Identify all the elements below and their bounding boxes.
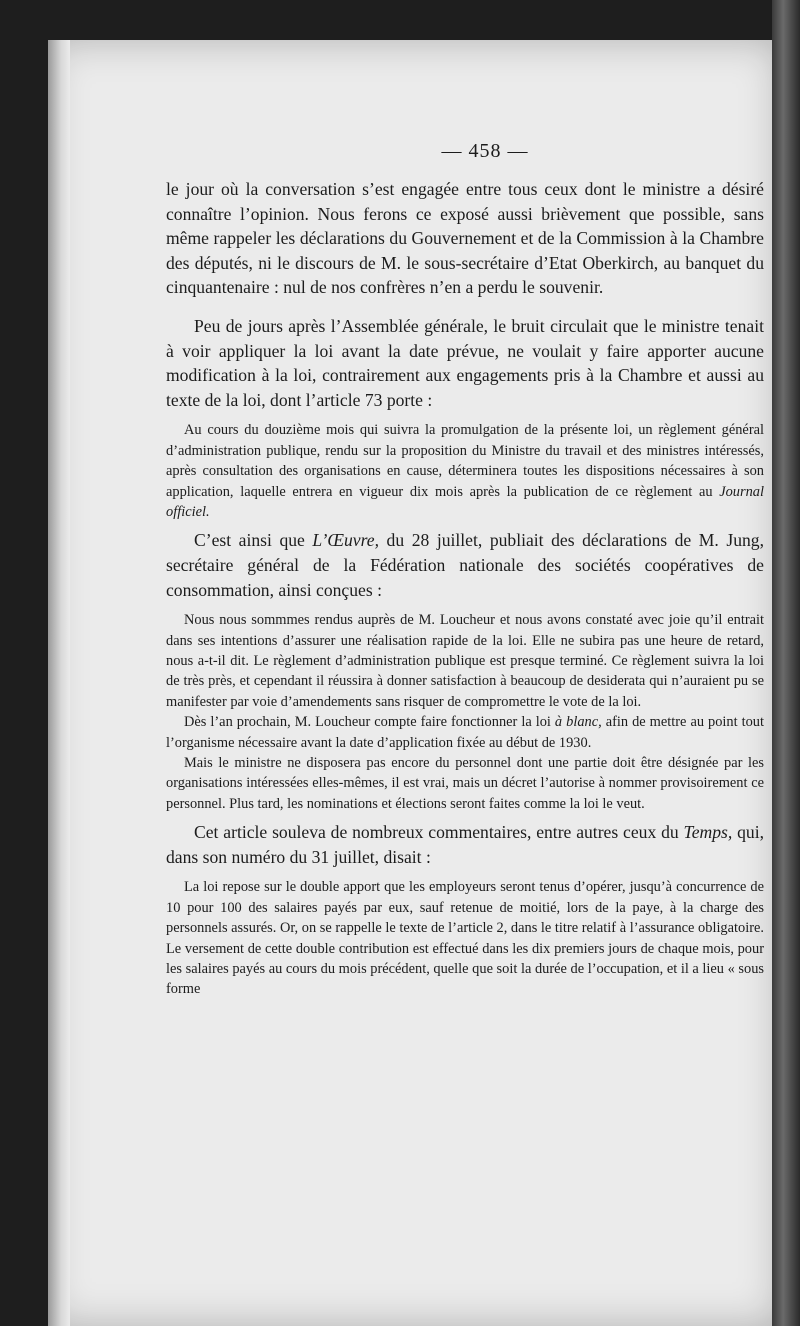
paragraph-intro: le jour où la conversation s’est engagée entre tous ceux dont le ministre a désiré connaître l’opinion. Nous ferons ce exposé aussi brièvement que possible, sans même rappeler les déclarations du Gouvernement et de la Commission à la Chambre des députés, ni le discours de M. le sous-secrétaire d’Etat Oberkirch, au banquet du cinquantenaire : nul de nos confrères n’en a perdu le souvenir.: [166, 179, 764, 298]
paragraph-oeuvre-italic: L’Œuvre,: [312, 530, 380, 551]
quote-article-73-italic: Journal officiel.: [166, 483, 764, 520]
quote-jung-paragraph-1: Nous nous sommmes rendus auprès de M. Loucheur et nous avons constaté avec joie qu’il entrait dans ses intentions d’assurer une réalisation rapide de la loi. Elle ne subira pas une heure de retard, nous a-t-il dit. Le règlement d’administration publique est presque terminé. Ce règlement suivra la loi de très près, et cependant il réussira à donner satisfaction à beaucoup de desiderata qui n’auraient pu se manifester par voie d’amendements sans risquer de compromettre le vote de la loi.: [166, 612, 764, 710]
paragraph-temps-italic: Temps,: [683, 822, 733, 843]
paragraph-oeuvre-b: du 28 juillet, publiait des déclarations de M. Jung, secrétaire général de la Fédération nationale des sociétés coopératives de consommation, ainsi conçues :: [166, 530, 765, 600]
paragraph-oeuvre-a: C’est ainsi que: [194, 530, 313, 551]
quote-temps-text: La loi repose sur le double apport que les employeurs seront tenus d’opérer, jusqu’à concurrence de 10 pour 100 des salaires payés par eux, sauf retenue de moitié, lors de la paye, à la charge des personnels assurés. Or, on se rappelle le texte de l’article 2, dans le titre relatif à l’assurance obligatoire. Le versement de cette double contribution est effectué dans les dix premiers jours de chaque mois, pour les salaires payés au cours du mois précédent, quelle que soit la durée de l’occupation, et il a lieu « sous forme: [166, 879, 764, 998]
paragraph-temps: [166, 820, 764, 869]
paragraph-assemblee: Peu de jours après l’Assemblée générale, le bruit circulait que le ministre tenait à voir appliquer la loi avant la date prévue, ne voulait y faire apporter aucune modification à la loi, contrairement aux engagements pris à la Chambre et aussi au texte de la loi, dont l’article 73 porte :: [166, 315, 764, 410]
quote-jung-paragraph-2-italic: à blanc,: [554, 714, 602, 731]
page-content: [166, 140, 764, 1006]
quote-article-73: [166, 420, 764, 522]
quote-temps: [166, 877, 764, 999]
quote-jung-paragraph-2: [166, 712, 764, 753]
quote-article-73-main: Au cours du douzième mois qui suivra la promulgation de la présente loi, un règlement général d’administration publique, rendu sur la proposition du Ministre du travail et des ministres intéressés, après consultation des organisations en cause, déterminera toutes les dispositions nécessaires à son application, laquelle entrera en vigueur dix mois après la publication de ce règlement au: [166, 422, 764, 500]
quote-jung-paragraph-2-a: Dès l’an prochain, M. Loucheur compte faire fonctionner la loi: [184, 714, 555, 731]
paragraph-oeuvre: [166, 528, 764, 602]
quote-jung-paragraph-2-b: afin de mettre au point tout l’organisme nécessaire avant la date d’application fixée au début de 1930.: [166, 714, 765, 751]
paragraph-temps-b: qui, dans son numéro du 31 juillet, disait :: [166, 822, 765, 867]
page-number: — 458 —: [441, 140, 529, 162]
page-edge: [772, 0, 800, 1326]
page-gutter-shadow: [48, 40, 70, 1326]
quote-jung-paragraph-3: Mais le ministre ne disposera pas encore du personnel dont une partie doit être désignée par les organisations intéressées elles-mêmes, il est vrai, mais un décret l’autorise à nommer provisoirement ce personnel. Plus tard, les nominations et élections seront faites comme la loi le veut.: [166, 755, 764, 812]
quote-article-73-text: [166, 420, 764, 522]
quote-jung: [166, 610, 764, 814]
paragraph-temps-a: Cet article souleva de nombreux commentaires, entre autres ceux du: [194, 822, 684, 843]
